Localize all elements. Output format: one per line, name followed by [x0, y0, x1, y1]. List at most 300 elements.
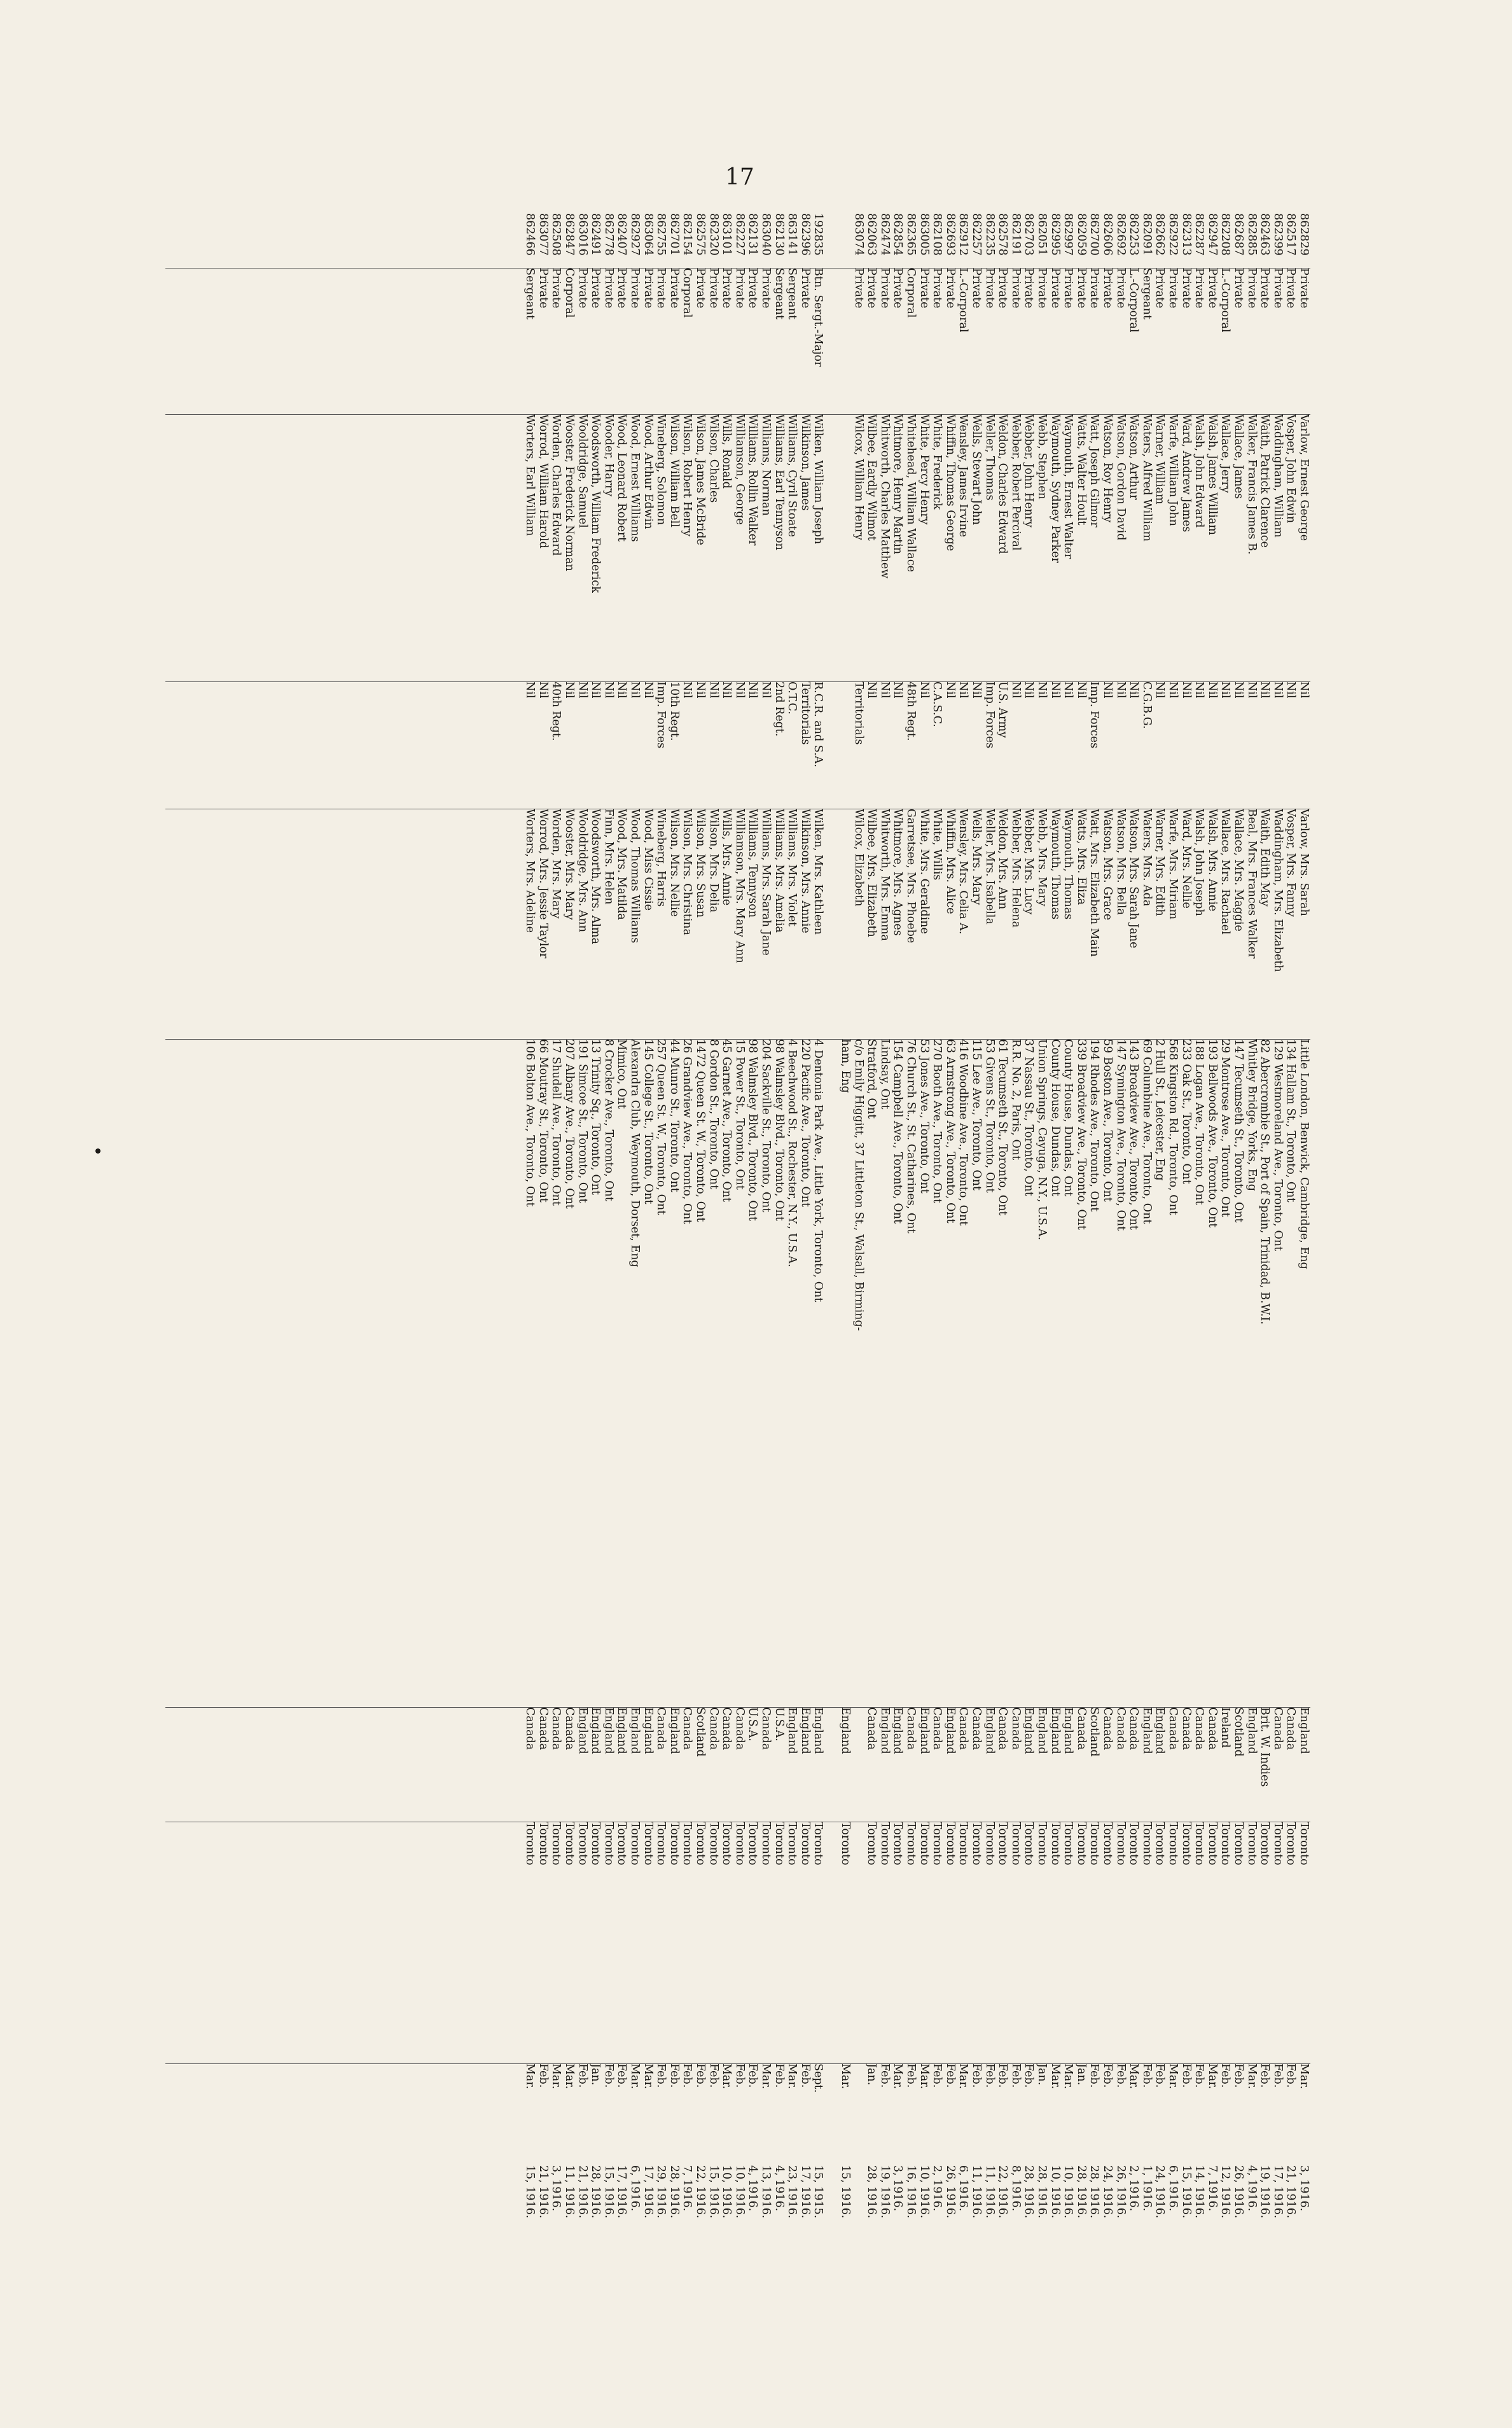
enlist-day-year: 24, 1916.: [1153, 2165, 1167, 2219]
regimental-number: 862854: [891, 213, 905, 256]
rank: Private: [1088, 268, 1101, 309]
birth-country: Canada: [970, 1707, 983, 1750]
rank: Private: [798, 268, 812, 309]
table-row: [878, 213, 891, 2357]
enlist-day-year: 1, 1916.: [1140, 2165, 1153, 2212]
regimental-number: 862320: [707, 213, 720, 256]
table-row: [655, 213, 667, 2357]
former-corps: Nil: [1193, 681, 1206, 699]
soldier-name: Walker, Francis James B.: [1245, 414, 1258, 555]
soldier-name: Ward, Andrew James: [1179, 414, 1193, 533]
former-corps: Nil: [1022, 681, 1036, 699]
soldier-name: Worden, Charles Edward: [550, 414, 563, 556]
enlistment-place: Toronto: [812, 1822, 825, 1866]
regimental-number: [839, 213, 852, 268]
regimental-number: 862466: [524, 213, 537, 256]
regimental-number: 192835: [812, 213, 825, 256]
enlist-month: Feb.: [1022, 2063, 1036, 2088]
address: 568 Kingston Rd., Toronto, Ont: [1167, 1039, 1179, 1215]
rank: Private: [1022, 268, 1036, 309]
regimental-number: 863005: [917, 213, 931, 256]
regimental-number: 863141: [786, 213, 799, 256]
next-of-kin: Williams, Mrs. Violet: [786, 809, 799, 927]
rank: Private: [550, 268, 563, 309]
next-of-kin: Wells, Mrs. Mary: [970, 809, 983, 905]
enlist-month: Mar.: [1245, 2063, 1258, 2090]
address: 2 Hull St., Leicester, Eng: [1153, 1039, 1167, 1181]
former-corps: Nil: [1062, 681, 1075, 699]
former-corps: Territorials: [798, 681, 812, 745]
birth-country: Canada: [655, 1707, 668, 1750]
enlist-month: Jan.: [1036, 2063, 1048, 2086]
regimental-number: 862662: [1153, 213, 1167, 256]
next-of-kin: Williamson, Mrs. Mary Ann: [733, 809, 746, 963]
next-of-kin: Wilson, Mrs. Christina: [681, 809, 694, 936]
enlist-day-year: 15, 1915.: [812, 2165, 825, 2219]
birth-country: Canada: [524, 1707, 537, 1750]
enlist-day-year: 10, 1916.: [1048, 2165, 1062, 2219]
next-of-kin: Garretsee, Mrs. Phoebe: [905, 809, 917, 944]
enlist-day-year: 28, 1916.: [1088, 2165, 1101, 2219]
regimental-number: 862059: [1074, 213, 1088, 256]
enlist-month: Mar.: [563, 2063, 576, 2090]
enlist-day-year: 19, 1916.: [1258, 2165, 1272, 2219]
birth-country: England: [1022, 1707, 1036, 1754]
regimental-number: 862063: [865, 213, 878, 256]
address: 270 Booth Ave., Toronto, Ont: [931, 1039, 944, 1203]
regimental-number: 862755: [655, 213, 668, 256]
soldier-name: Weldon, Charles Edward: [996, 414, 1009, 554]
soldier-name: Wilson, Charles: [707, 414, 720, 503]
former-corps: Nil: [589, 681, 602, 699]
former-corps: [839, 681, 852, 809]
table-row: [707, 213, 720, 2357]
enlistment-place: Toronto: [917, 1822, 931, 1866]
enlist-day-year: 10, 1916.: [733, 2165, 746, 2219]
enlistment-place: Toronto: [878, 1822, 891, 1866]
birth-country: Canada: [1114, 1707, 1127, 1750]
next-of-kin: Wooster, Mrs. Mary: [563, 809, 576, 920]
soldier-name: Whitworth, Charles Matthew: [878, 414, 891, 579]
soldier-name: Wilbee, Eardly Wilmot: [865, 414, 878, 541]
enlist-day-year: 3, 1916.: [891, 2165, 905, 2212]
birth-country: Canada: [1284, 1707, 1298, 1750]
soldier-name: Weller, Thomas: [983, 414, 996, 501]
rank: Private: [865, 268, 878, 309]
enlist-day-year: 10, 1916.: [917, 2165, 931, 2219]
table-row: [615, 213, 628, 2357]
enlist-month: Jan.: [589, 2063, 602, 2086]
address: 4 Beechwood St., Rochester, N.Y., U.S.A.: [786, 1039, 799, 1267]
enlistment-place: Toronto: [1258, 1822, 1272, 1866]
soldier-name: Whitmore, Henry Martin: [891, 414, 905, 555]
regimental-number: 862131: [746, 213, 759, 256]
rank: Btn. Sergt.-Major: [812, 268, 825, 367]
enlistment-place: Toronto: [1074, 1822, 1088, 1866]
table-row: [1180, 213, 1193, 2357]
regimental-number: 862575: [694, 213, 707, 256]
soldier-name: Whiffin, Thomas George: [943, 414, 957, 552]
table-row: [1193, 213, 1205, 2357]
soldier-name: Watson, Arthur: [1127, 414, 1141, 500]
rank: Sergeant: [772, 268, 786, 320]
regimental-number: 862847: [563, 213, 576, 256]
next-of-kin: White, Willis: [931, 809, 944, 881]
enlist-month: Feb.: [983, 2063, 996, 2088]
enlist-day-year: 19, 1916.: [878, 2165, 891, 2219]
table-row: [1062, 213, 1074, 2357]
address: 416 Woodbine Ave., Toronto, Ont: [957, 1039, 970, 1226]
enlistment-place: Toronto: [746, 1822, 759, 1866]
regimental-number: 863101: [720, 213, 733, 256]
regimental-number: 862108: [931, 213, 944, 256]
address: 98 Walmsley Blvd., Toronto, Ont: [772, 1039, 786, 1221]
rank: Private: [970, 268, 983, 309]
regimental-number: 862693: [943, 213, 957, 256]
enlist-month: Mar.: [628, 2063, 641, 2090]
address: 220 Pacific Ave., Toronto, Ont: [798, 1039, 812, 1208]
next-of-kin: Wood, Thomas Williams: [628, 809, 641, 944]
birth-country: Canada: [1074, 1707, 1088, 1750]
soldier-name: Wood, Arthur Edwin: [641, 414, 655, 529]
soldier-name: Watt, Joseph Gilmor: [1088, 414, 1101, 527]
next-of-kin: Watts, Mrs. Eliza: [1074, 809, 1088, 905]
soldier-name: Waymouth, Sydney Parker: [1048, 414, 1062, 563]
enlistment-place: Toronto: [798, 1822, 812, 1866]
enlist-month: Feb.: [931, 2063, 944, 2088]
rank: Private: [1179, 268, 1193, 309]
regimental-number: 862778: [602, 213, 615, 256]
enlistment-place: Toronto: [1101, 1822, 1114, 1866]
address: 134 Hallam St., Toronto, Ont: [1284, 1039, 1298, 1203]
regimental-number: 862947: [1205, 213, 1219, 256]
soldier-name: Wilson, William Bell: [667, 414, 681, 527]
rank: Private: [707, 268, 720, 309]
enlist-day-year: 4, 1916.: [746, 2165, 759, 2212]
soldier-name: Williams, Norman: [759, 414, 772, 516]
soldier-name: Wilson, Robert Henry: [681, 414, 694, 537]
regimental-number: 862474: [878, 213, 891, 256]
enlist-month: Feb.: [1114, 2063, 1127, 2088]
enlist-day-year: 28, 1916.: [1036, 2165, 1048, 2219]
rank: Private: [641, 268, 655, 309]
enlistment-place: Toronto: [786, 1822, 799, 1866]
rank: Private: [1245, 268, 1258, 309]
next-of-kin: Waddingham, Mrs. Elizabeth: [1271, 809, 1284, 972]
soldier-name: White, Frederick: [931, 414, 944, 510]
next-of-kin: Wilbee, Mrs. Elizabeth: [865, 809, 878, 937]
enlist-month: Feb.: [996, 2063, 1009, 2088]
address: 129 Westmoreland Ave., Toronto, Ont: [1271, 1039, 1284, 1252]
enlist-day-year: 22, 1916.: [996, 2165, 1009, 2219]
next-of-kin: Wilson, Mrs. Nellie: [667, 809, 681, 917]
enlistment-place: [852, 1822, 865, 2063]
former-corps: Nil: [917, 681, 931, 699]
former-corps: Nil: [878, 681, 891, 699]
enlist-month: Feb.: [905, 2063, 917, 2088]
birth-country: England: [786, 1707, 799, 1754]
regimental-number: 863064: [641, 213, 655, 256]
enlist-month: Feb.: [602, 2063, 615, 2088]
address: c/o Emily Higgitt, 37 Littleton St., Walsall, Birming-: [852, 1039, 865, 1331]
regimental-number: 862687: [1232, 213, 1245, 256]
enlist-month: Feb.: [536, 2063, 550, 2088]
address: 76 Church St., St. Catharines, Ont: [905, 1039, 917, 1234]
regimental-number: 862208: [1219, 213, 1232, 256]
birth-country: Canada: [681, 1707, 694, 1750]
address: 59 Boston Ave., Toronto, Ont: [1101, 1039, 1114, 1202]
soldier-name: Walsh, John Edward: [1193, 414, 1206, 528]
next-of-kin: Wilken, Mrs. Kathleen: [812, 809, 825, 935]
former-corps: Nil: [641, 681, 655, 699]
enlist-month: Sept.: [812, 2063, 825, 2093]
enlist-day-year: 2, 1916.: [1127, 2165, 1141, 2212]
enlist-day-year: 17, 1916.: [615, 2165, 628, 2219]
birth-country: Canada: [957, 1707, 970, 1750]
next-of-kin: Worden, Mrs. Mary: [550, 809, 563, 919]
next-of-kin: Whitworth, Mrs. Emma: [878, 809, 891, 941]
table-row: [852, 213, 865, 2357]
soldier-name: Wallace, Jerry: [1219, 414, 1232, 493]
regimental-number: 862407: [615, 213, 628, 256]
former-corps: Nil: [759, 681, 772, 699]
birth-country: England: [1140, 1707, 1153, 1754]
table-row: [1127, 213, 1140, 2357]
former-corps: Nil: [1153, 681, 1167, 699]
enlistment-place: Toronto: [576, 1822, 589, 1866]
enlist-day-year: 7, 1916.: [681, 2165, 694, 2212]
address: 69 Columbine Ave., Toronto, Ont: [1140, 1039, 1153, 1224]
former-corps: Nil: [1167, 681, 1179, 699]
enlistment-place: Toronto: [1245, 1822, 1258, 1866]
rank: Private: [720, 268, 733, 309]
enlist-month: Mar.: [839, 2063, 852, 2090]
enlist-month: Feb.: [1140, 2063, 1153, 2088]
enlistment-place: Toronto: [970, 1822, 983, 1866]
birth-country: Scotland: [1232, 1707, 1245, 1757]
regimental-number: 862191: [1009, 213, 1022, 256]
table-row: [970, 213, 983, 2357]
next-of-kin: Waymouth, Thomas: [1048, 809, 1062, 920]
former-corps: Nil: [746, 681, 759, 699]
enlistment-place: Toronto: [602, 1822, 615, 1866]
former-corps: Nil: [1074, 681, 1088, 699]
enlist-day-year: 23, 1916.: [786, 2165, 799, 2219]
soldier-name: Wood, Leonard Robert: [615, 414, 628, 542]
table-row: [931, 213, 943, 2357]
birth-country: Canada: [550, 1707, 563, 1750]
next-of-kin: Wineberg, Harris: [655, 809, 668, 907]
next-of-kin: Weller, Mrs. Isabella: [983, 809, 996, 924]
next-of-kin: Whitmore, Mrs. Agnes: [891, 809, 905, 936]
address: 257 Queen St. W., Toronto, Ont: [655, 1039, 668, 1215]
next-of-kin: Wood, Miss Cissie: [641, 809, 655, 911]
regimental-number: 862051: [1036, 213, 1048, 256]
table-row: [1167, 213, 1179, 2357]
enlist-day-year: 28, 1916.: [667, 2165, 681, 2219]
next-of-kin: Wilkinson, Mrs. Annie: [798, 809, 812, 933]
soldier-name: Williams, Cyril Stoate: [786, 414, 799, 537]
enlistment-place: Toronto: [943, 1822, 957, 1866]
next-of-kin: Watson, Mrs. Bella: [1114, 809, 1127, 916]
address: 29 Montrose Ave., Toronto, Ont: [1219, 1039, 1232, 1217]
enlistment-place: Toronto: [1140, 1822, 1153, 1866]
address: 233 Oak St., Toronto, Ont: [1179, 1039, 1193, 1184]
rank: Private: [891, 268, 905, 309]
rank: Private: [917, 268, 931, 309]
regimental-number: 863016: [576, 213, 589, 256]
enlist-day-year: 16, 1916.: [905, 2165, 917, 2219]
enlistment-place: Toronto: [905, 1822, 917, 1866]
table-row: [668, 213, 681, 2357]
regimental-number: 862396: [798, 213, 812, 256]
next-of-kin: Ward, Mrs. Nellie: [1179, 809, 1193, 909]
enlist-month: Feb.: [878, 2063, 891, 2088]
regimental-number: 862463: [1258, 213, 1272, 256]
table-row: [1258, 213, 1271, 2357]
enlist-day-year: [852, 2165, 865, 2267]
rank: Private: [1074, 268, 1088, 309]
enlist-day-year: 17, 1916.: [798, 2165, 812, 2219]
enlist-day-year: 21, 1916.: [536, 2165, 550, 2219]
address: 37 Nassau St., Toronto, Ont: [1022, 1039, 1036, 1196]
enlistment-place: Toronto: [720, 1822, 733, 1866]
rank: Private: [983, 268, 996, 309]
birth-country: England: [1245, 1707, 1258, 1754]
enlist-day-year: 11, 1916.: [970, 2165, 983, 2219]
enlist-day-year: 24, 1916.: [1101, 2165, 1114, 2219]
birth-country: England: [1153, 1707, 1167, 1754]
enlist-month: Mar.: [891, 2063, 905, 2090]
enlist-day-year: 21, 1916.: [576, 2165, 589, 2219]
enlistment-place: Toronto: [707, 1822, 720, 1866]
address: 61 Tecumseth St., Toronto, Ont: [996, 1039, 1009, 1216]
former-corps: Nil: [1205, 681, 1219, 699]
regimental-number: 862606: [1101, 213, 1114, 256]
enlist-month: Feb.: [1232, 2063, 1245, 2088]
birth-country: [852, 1707, 865, 1822]
table-row: [839, 213, 852, 2357]
enlist-day-year: 21, 1916.: [1284, 2165, 1298, 2219]
rank: Private: [536, 268, 550, 309]
birth-country: Canada: [905, 1707, 917, 1750]
former-corps: Nil: [524, 681, 537, 699]
rank: Corporal: [563, 268, 576, 318]
enlistment-place: Toronto: [996, 1822, 1009, 1866]
enlist-day-year: 15, 1916.: [602, 2165, 615, 2219]
former-corps: Nil: [602, 681, 615, 699]
table-row: [996, 213, 1009, 2357]
rank: [839, 268, 852, 414]
soldier-name: Varlow, Ernest George: [1298, 414, 1310, 541]
enlistment-place: Toronto: [655, 1822, 668, 1866]
birth-country: England: [1048, 1707, 1062, 1754]
enlistment-place: Toronto: [865, 1822, 878, 1866]
former-corps: 2nd Regt.: [772, 681, 786, 737]
address: 204 Sackville St., Toronto, Ont: [759, 1039, 772, 1213]
former-corps: Nil: [1258, 681, 1272, 699]
next-of-kin: Walsh, John Joseph: [1193, 809, 1206, 916]
soldier-name: Waith, Patrick Clarence: [1258, 414, 1272, 548]
regimental-number: 862829: [1298, 213, 1310, 256]
table-row: [602, 213, 615, 2357]
former-corps: R.C.R. and S.A.: [812, 681, 825, 767]
enlist-day-year: 26, 1916.: [943, 2165, 957, 2219]
soldier-name: Watson, Roy Henry: [1101, 414, 1114, 523]
enlist-month: Feb.: [1088, 2063, 1101, 2088]
next-of-kin: Worrod, Mrs. Jessie Taylor: [536, 809, 550, 959]
enlistment-place: Toronto: [1114, 1822, 1127, 1866]
table-row: [1219, 213, 1231, 2357]
enlist-month: Feb.: [733, 2063, 746, 2088]
rank: Private: [878, 268, 891, 309]
former-corps: Nil: [1179, 681, 1193, 699]
rank: Private: [667, 268, 681, 309]
birth-country: Canada: [1101, 1707, 1114, 1750]
next-of-kin: White, Mrs. Geraldine: [917, 809, 931, 934]
former-corps: Nil: [576, 681, 589, 699]
enlist-month: Mar.: [1205, 2063, 1219, 2090]
enlistment-place: Toronto: [891, 1822, 905, 1866]
enlist-day-year: 13, 1916.: [759, 2165, 772, 2219]
birth-country: Ireland: [1219, 1707, 1232, 1748]
address: 106 Bolton Ave., Toronto, Ont: [524, 1039, 537, 1207]
address: 66 Moutray St., Toronto, Ont: [536, 1039, 550, 1203]
birth-country: Canada: [1271, 1707, 1284, 1750]
regimental-number: 862922: [1167, 213, 1179, 256]
regimental-number: 862912: [957, 213, 970, 256]
enlistment-place: Toronto: [1205, 1822, 1219, 1866]
soldier-name: Williamson, George: [733, 414, 746, 525]
enlist-day-year: 10, 1916.: [720, 2165, 733, 2219]
regimental-number: 862130: [772, 213, 786, 256]
enlistment-place: Toronto: [1048, 1822, 1062, 1866]
soldier-name: Warfe, William John: [1167, 414, 1179, 526]
soldier-name: Wooldridge, Samuel: [576, 414, 589, 528]
enlist-month: Feb.: [707, 2063, 720, 2088]
table-row: [694, 213, 707, 2357]
birth-country: England: [628, 1707, 641, 1754]
rank: Corporal: [681, 268, 694, 318]
soldier-name: Watson, Gordon David: [1114, 414, 1127, 541]
next-of-kin: Waters, Mrs. Ada: [1140, 809, 1153, 907]
enlist-month: Mar.: [957, 2063, 970, 2090]
former-corps: Nil: [615, 681, 628, 699]
enlistment-place: Toronto: [524, 1822, 537, 1866]
table-row: [746, 213, 759, 2357]
table-row: [563, 213, 576, 2357]
roll-table: [165, 213, 1310, 2357]
enlist-day-year: 11, 1916.: [983, 2165, 996, 2219]
enlist-month: Feb.: [1271, 2063, 1284, 2088]
address: 154 Campbell Ave., Toronto, Ont: [891, 1039, 905, 1224]
address: 115 Lee Ave., Toronto, Ont: [970, 1039, 983, 1191]
soldier-name: Wineberg, Solomon: [655, 414, 668, 526]
former-corps: Nil: [891, 681, 905, 699]
regimental-number: 862703: [1022, 213, 1036, 256]
next-of-kin: Worters, Mrs. Adeline: [524, 809, 537, 933]
former-corps: U.S. Army: [996, 681, 1009, 738]
regimental-number: 863077: [536, 213, 550, 256]
enlistment-place: Toronto: [839, 1822, 852, 1866]
birth-country: Canada: [563, 1707, 576, 1750]
next-of-kin: Finn, Mrs. Helen: [602, 809, 615, 905]
enlist-day-year: 28, 1916.: [589, 2165, 602, 2219]
birth-country: Canada: [1167, 1707, 1179, 1750]
next-of-kin: Watson, Mrs. Sarah Jane: [1127, 809, 1141, 949]
table-row: [1141, 213, 1153, 2357]
enlistment-place: Toronto: [667, 1822, 681, 1866]
